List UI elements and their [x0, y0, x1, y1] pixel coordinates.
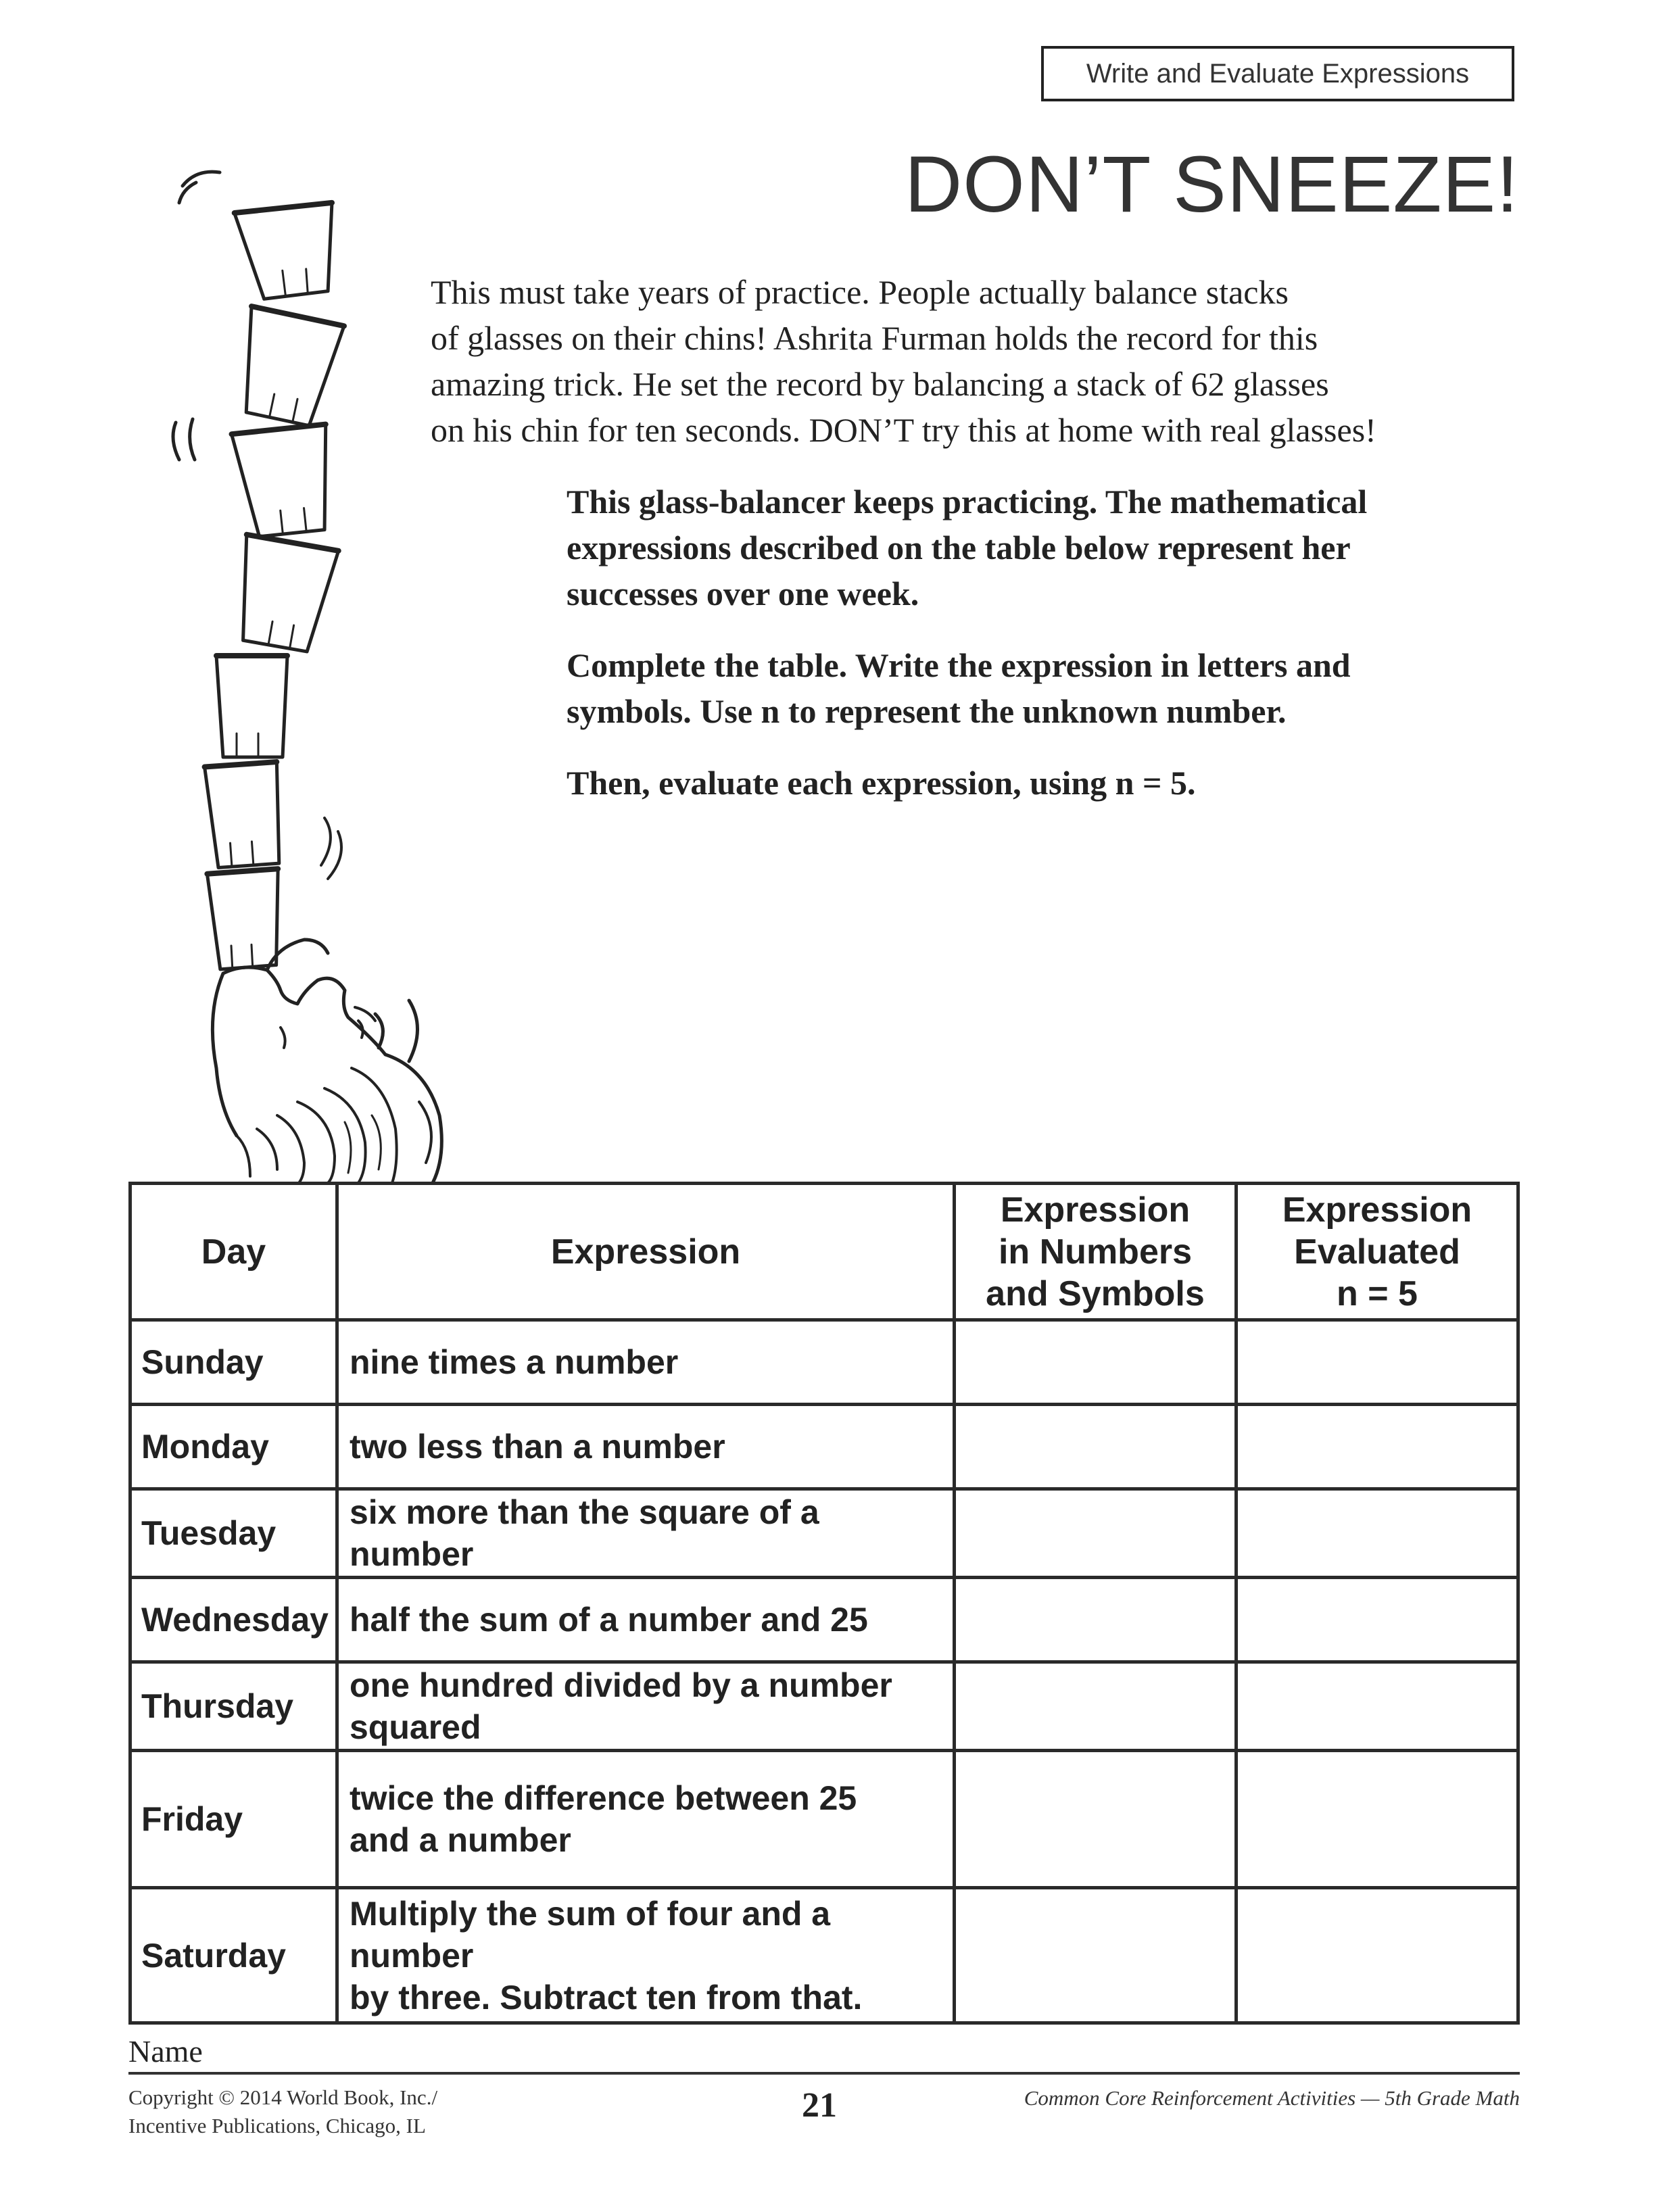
header-line: and Symbols [986, 1274, 1205, 1313]
intro-paragraph [431, 269, 1512, 453]
expression-cell [337, 1405, 955, 1489]
evaluated-answer-cell[interactable] [1237, 1888, 1518, 2023]
evaluated-answer-cell[interactable] [1237, 1489, 1518, 1578]
instruction-line: symbols. Use n to represent the unknown number. [567, 692, 1287, 730]
instruction-paragraph-3 [567, 760, 1527, 806]
instruction-paragraph-2 [567, 642, 1527, 734]
header-line: n = 5 [1337, 1274, 1418, 1313]
header-line: Evaluated [1294, 1232, 1460, 1272]
evaluated-answer-cell[interactable] [1237, 1578, 1518, 1662]
expression-cell [337, 1320, 955, 1405]
expression-cell [337, 1888, 955, 2023]
day-cell: Saturday [130, 1888, 337, 2023]
expression-line: two less than a number [350, 1428, 725, 1466]
day-cell: Tuesday [130, 1489, 337, 1578]
topic-text: Write and Evaluate Expressions [1086, 58, 1470, 89]
numbers-symbols-answer-cell[interactable] [955, 1320, 1237, 1405]
evaluated-answer-cell[interactable] [1237, 1320, 1518, 1405]
day-cell: Friday [130, 1751, 337, 1888]
intro-line: of glasses on their chins! Ashrita Furman holds the record for this [431, 319, 1318, 357]
header-line: Expression [1000, 1190, 1191, 1230]
expression-cell [337, 1578, 955, 1662]
day-cell: Monday [130, 1405, 337, 1489]
expression-line: twice the difference between 25 [350, 1779, 857, 1817]
intro-line: on his chin for ten seconds. DON’T try this at home with real glasses! [431, 411, 1376, 449]
expression-cell [337, 1751, 955, 1888]
header-numbers-symbols [955, 1184, 1237, 1320]
table-row [130, 1888, 1518, 2023]
expression-line: nine times a number [350, 1343, 679, 1381]
day-cell: Wednesday [130, 1578, 337, 1662]
instruction-line: Complete the table. Write the expression in letters and [567, 646, 1351, 684]
header-expression: Expression [337, 1184, 955, 1320]
table-row [130, 1489, 1518, 1578]
expression-line: Multiply the sum of four and a number [350, 1894, 831, 1975]
header-day: Day [130, 1184, 337, 1320]
copyright-line: Copyright © 2014 World Book, Inc./ [128, 2085, 438, 2109]
table-row [130, 1320, 1518, 1405]
expression-line: by three. Subtract ten from that. [350, 1978, 863, 2016]
name-line[interactable] [128, 2072, 1520, 2075]
expression-line: six more than the square of a number [350, 1493, 819, 1573]
numbers-symbols-answer-cell[interactable] [955, 1751, 1237, 1888]
header-evaluated [1237, 1184, 1518, 1320]
table-row [130, 1578, 1518, 1662]
day-cell: Sunday [130, 1320, 337, 1405]
copyright-line: Incentive Publications, Chicago, IL [128, 2114, 426, 2137]
expression-line: and a number [350, 1821, 571, 1859]
header-line: Expression [1282, 1190, 1472, 1230]
numbers-symbols-answer-cell[interactable] [955, 1405, 1237, 1489]
day-cell: Thursday [130, 1662, 337, 1751]
expression-cell [337, 1489, 955, 1578]
numbers-symbols-answer-cell[interactable] [955, 1662, 1237, 1751]
table-row [130, 1662, 1518, 1751]
copyright-notice [128, 2083, 437, 2140]
topic-label [1041, 46, 1514, 101]
instruction-line: Then, evaluate each expression, using n = 5. [567, 764, 1196, 802]
instruction-line: successes over one week. [567, 575, 919, 612]
expressions-table [128, 1182, 1520, 2025]
header-line: in Numbers [998, 1232, 1193, 1272]
table-row [130, 1405, 1518, 1489]
table-header-row [130, 1184, 1518, 1320]
numbers-symbols-answer-cell[interactable] [955, 1578, 1237, 1662]
expression-line: half the sum of a number and 25 [350, 1601, 868, 1639]
numbers-symbols-answer-cell[interactable] [955, 1489, 1237, 1578]
intro-line: This must take years of practice. People actually balance stacks [431, 273, 1289, 311]
page-title: DON’T SNEEZE! [904, 140, 1519, 229]
instruction-line: This glass-balancer keeps practicing. The mathematical [567, 483, 1368, 521]
numbers-symbols-answer-cell[interactable] [955, 1888, 1237, 2023]
instruction-paragraph-1 [567, 479, 1527, 617]
table-row [130, 1751, 1518, 1888]
series-title: Common Core Reinforcement Activities — 5th Grade Math [1024, 2086, 1520, 2110]
instruction-line: expressions described on the table below represent her [567, 529, 1351, 566]
evaluated-answer-cell[interactable] [1237, 1662, 1518, 1751]
evaluated-answer-cell[interactable] [1237, 1751, 1518, 1888]
expression-line: one hundred divided by a number squared [350, 1666, 892, 1746]
page-number: 21 [802, 2086, 837, 2125]
name-field-label: Name [128, 2034, 203, 2069]
evaluated-answer-cell[interactable] [1237, 1405, 1518, 1489]
expression-cell [337, 1662, 955, 1751]
intro-line: amazing trick. He set the record by balancing a stack of 62 glasses [431, 365, 1329, 403]
